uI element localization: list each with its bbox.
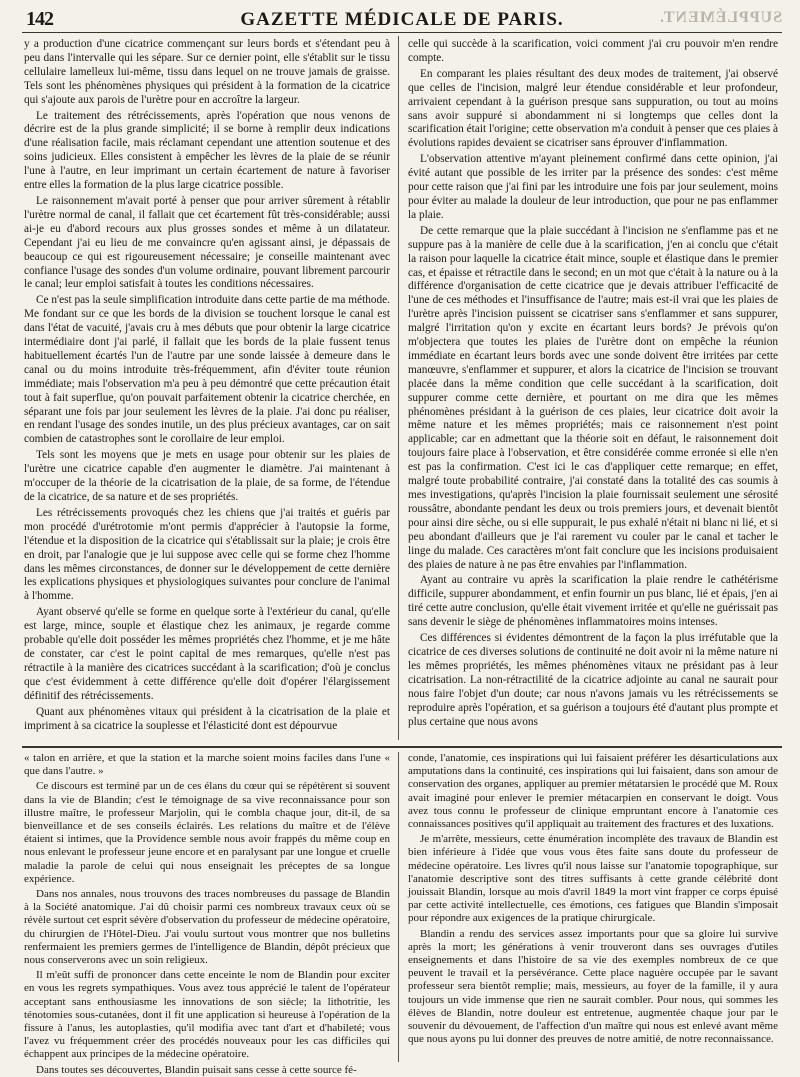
paragraph: Il m'eût suffi de prononcer dans cette enceinte le nom de Blandin pour exciter en vous les regrets sympathiques. Vous avez tous apprécié le talent de l'opérateur acceptant sans enthousiasme les innovations de son siècle; la lithotritie, les ténotomies sous-cutanées, dont il fit une application si heureuse à l'opération de la fissure à l'anus, les autoplasties, qu'il modifia avec tant d'art et d'habileté; vous l'avez vu fréquemment créer des procédés nouveaux pour les cas difficiles qui échappent aux principes de la médecine opératoire. [24, 969, 390, 1061]
top-column-divider [398, 36, 399, 740]
supplement-bleedthrough: SUPPLÉMENT. [658, 9, 782, 26]
bottom-left-column [24, 752, 390, 1076]
bottom-column-divider [398, 752, 399, 1062]
bottom-right-column [408, 752, 778, 1062]
page-header [22, 6, 782, 33]
paragraph: Je m'arrête, messieurs, cette énumération incomplète des travaux de Blandin est bien inférieure à l'idée que vous vous êtes faite sans doute du professeur de médecine opératoire. Les livres qu'il nous laisse sur l'anatomie topographique, sur l'anatomie descriptive sont des titres suffisants à cette grande célébrité dont jouissait Blandin, lorsque au mois d'avril 1849 la mort vint frapper ce corps épuisé par cette activité intellectuelle, ces émotions, ces fatigues que Blandin s'imposait pour répondre aux exigences de la pratique chirurgicale. [408, 833, 778, 925]
paragraph: Tels sont les moyens que je mets en usage pour obtenir sur les plaies de l'urètre une cicatrice capable d'en augmenter le diamètre. J'ai maintenant à m'occuper de la théorie de la cicatrisation de la plaie, de sa forme, de l'étendue de la cicatrice, de sa nature et de ses propriétés. [24, 449, 390, 503]
paragraph: conde, l'anatomie, ces inspirations qui lui faisaient préférer les désarticulations aux amputations dans la continuité, ces inspirations qui lui faisaient, dans son amour de conservation des organes, appliquer au premier métatarsien le procédé que M. Roux avait imaginé pour enlever le premier métacarpien en conservant le doigt. Vous avez tous connu le professeur de clinique empruntant encore à l'anatomie ces connaissances positives qu'il appliquait au traitement des fractures et des luxations. [408, 752, 778, 831]
paragraph: Le traitement des rétrécissements, après l'opération que nous venons de décrire est de la plus grande simplicité; il se borne à remplir deux indications d'une réalisation facile, mais réclamant cependant une attention soutenue et des soins judicieux. Elles consistent à empêcher les lèvres de la plaie de se réunir l'une à l'autre, en leur imprimant un certain écartement de nature à favoriser entre elles la formation de la plus large cicatrice possible. [24, 109, 390, 192]
journal-title: GAZETTE MÉDICALE DE PARIS. [240, 9, 564, 30]
paragraph: De cette remarque que la plaie succédant à l'incision ne s'enflamme pas et ne suppure pas à la manière de celle due à la scarification, j'en ai conclu que c'était la raison pour laquelle la cicatrice était mince, souple et élastique dans le premier cas, et épaisse et rétractile dans le second; en un mot que c'était à la nature ou à la différence d'organisation de cette cicatrice que je devais attribuer l'efficacité de l'une de ces méthodes et l'insuffisance de l'autre; mais est-il vrai que les plaies de l'urètre après l'incision puissent se cicatriser sans s'enflammer et sans suppurer, malgré l'irritation qu'on y excite en écartant leurs bords? Je prévois qu'on m'objectera que toutes les plaies de l'urètre dont on empêche la réunion immédiate en écartant leurs bords avec une sonde doivent être irritées par cette manœuvre, s'enflammer et suppurer, et alors la cicatrice de l'incision se trouvant placée dans la même condition que celle succédant à la scarification, doit suppurer comme cette dernière, et pourtant on me dira que les mêmes phénomènes présidant à la guérison de ces plaies, leur cicatrice doit avoir la même nature et les mêmes propriétés; mais ce raisonnement n'est point applicable; car en admettant que la théorie soit en défaut, le raisonnement doit toujours faire place à l'observation, et être considérée comme erronée si elle n'en est pas la confirmation. C'est ici le cas d'appliquer cette remarque; en effet, malgré toute probabilité contraire, j'ai constaté dans la totalité des cas soumis à mes investigations, qu'après l'incision la plaie fournissait seulement une sérosité roussâtre, abondante pendant les deux ou trois premiers jours, et devenait bientôt pour ainsi dire sèche, ou si elle suppurait, le pus exhalé n'était ni blanc ni lié, et si peu abondant d'ailleurs que je l'ai rarement vu couler par le canal et tacher le linge du malade. Ces caractères m'ont fait conclure que les incisions produisaient des plaies de nature à ne pas être envahies par l'inflammation. [408, 224, 778, 571]
paragraph: celle qui succède à la scarification, voici comment j'ai cru pouvoir m'en rendre compte. [408, 38, 778, 64]
paragraph: y a production d'une cicatrice commençant sur leurs bords et s'étendant peu à peu dans l'intervalle qui les sépare. Sur ce dernier point, elle s'établit sur le tissu cellulaire lamelleux lui-même, tissu dans lequel on ne trouve jamais de graisse. Tels sont les phénomènes physiques qui président à la formation de la cicatrice qui s'ajoute aux parois de l'urètre pour en accroître la largeur. [24, 38, 390, 106]
top-left-column [24, 38, 390, 738]
paragraph: Ayant au contraire vu après la scarification la plaie rendre le cathétérisme difficile, suppurer abondamment, et enfin fournir un pus blanc, lié et épais, j'en ai tiré cette autre conclusion, qu'elle était vivement irritée et qu'elle ne guérissait pas sans devenir le siège de phénomènes inflammatoires moins intenses. [408, 574, 778, 629]
paragraph: Dans nos annales, nous trouvons des traces nombreuses du passage de Blandin à la Société anatomique. J'ai dû choisir parmi ces nombreux travaux ceux où se révèle surtout cet esprit sévère d'observation du professeur de médecine opératoire, du chirurgien de l'Hôtel-Dieu. J'ai voulu surtout vous montrer que nos bulletins renfermaient les premiers germes de l'intelligence de Blandin, dépôt précieux que nous conserverons avec un soin religieux. [24, 888, 390, 967]
paragraph: Ce discours est terminé par un de ces élans du cœur qui se répétèrent si souvent dans la vie de Blandin; c'est le témoignage de sa vive reconnaissance pour son illustre maître, le professeur Marjolin, qui le combla chaque jour, dit-il, de sa bienveillance et de ses conseils éclairés. Les relations du maître et de l'élève étaient si intimes, que la Providence semble nous avoir frappés du même coup en nous enlevant le professeur jeune encore et en paralysant par une longue et cruelle maladie la parole de celui qui nous enseignait les préceptes de sa longue expérience. [24, 780, 390, 885]
section-separator [22, 746, 782, 748]
paragraph: « talon en arrière, et que la station et la marche soient moins faciles dans l'une « que dans l'autre. » [24, 752, 390, 778]
paragraph: L'observation attentive m'ayant pleinement confirmé dans cette opinion, j'ai évité autant que possible de les irriter par la présence des sondes: c'est même pour cette raison que j'ai fini par les introduire une fois par jour seulement, moins pour éviter au malade la douleur de leur introduction, que pour ne pas enflammer la plaie. [408, 153, 778, 221]
paragraph: Dans toutes ses découvertes, Blandin puisait sans cesse à cette source fé- [36, 1063, 357, 1076]
paragraph: Ayant observé qu'elle se forme en quelque sorte à l'extérieur du canal, qu'elle est large, mince, souple et élastique chez les animaux, je regarde comme probable qu'elle doit posséder les mêmes propriétés chez l'homme, et je me hâte de constater, car c'est le point capital de mes remarques, qu'elle n'est pas rétractile à la manière des cicatrices succédant à la scarification; d'où je conclus que c'est évidemment à cette différence qu'elle doit d'opérer l'élargissement définitif des rétrécissements. [24, 606, 390, 702]
top-right-column [408, 38, 778, 738]
paragraph: En comparant les plaies résultant des deux modes de traitement, j'ai observé que celles de l'incision, malgré leur étendue considérable et leur profondeur, arrivaient cependant à la guérison presque sans suppuration, ou tout au moins sans avoir suppuré si abondamment ni si longtemps que celles dont la scarification était l'origine; cette observation m'a conduit à penser que ces plaies à évolutions rapides devaient se cicatriser sans éprouver d'inflammation. [408, 67, 778, 150]
paragraph: Quant aux phénomènes vitaux qui président à la cicatrisation de la plaie et impriment à sa cicatrice la souplesse et l'élasticité dont est dépourvue [24, 705, 390, 732]
page-number: 142 [26, 8, 53, 30]
paragraph: Le raisonnement m'avait porté à penser que pour arriver sûrement à rétablir l'urètre normal de canal, il fallait que cet écartement fût très-considérable; aussi ai-je eu d'abord recours aux plus grosses sondes et même à un dilatateur. Cependant j'ai eu lieu de me convaincre qu'en agissant ainsi, je dépassais de beaucoup ce qui est rigoureusement nécessaire; je conseille maintenant avec confiance l'usage des sondes d'un volume ordinaire, pouvant librement parcourir le canal; leur emploi satisfait à toutes les conditions nécessaires. [24, 194, 390, 291]
paragraph: Les rétrécissements provoqués chez les chiens que j'ai traités et guéris par mon procédé d'urétrotomie m'ont permis d'apprécier à l'autopsie la forme, l'étendue et la disposition de la cicatrice qui s'établissait sur la plaie; je crois être en droit, par l'analogie que je lui suppose avec celle qui se forme chez l'homme dans les mêmes circonstances, de donner sur le développement de cette dernière les explications physiques et physiologiques suivantes pour conclure de l'animal à l'homme. [24, 506, 390, 603]
paragraph: Ce n'est pas la seule simplification introduite dans cette partie de ma méthode. Me fondant sur ce que les bords de la division se touchent lorsque le canal est dans l'état de vacuité, j'avais cru à mes débuts que pour obtenir la large cicatrice intermédiaire dont j'ai parlé, il fallait que les bords de la plaie fussent tenus habituellement écartés l'un de l'autre par une sonde laissée à demeure dans le canal ou du moins introduite très-fréquemment, afin d'éviter toute réunion immédiate; mais l'observation m'a peu à peu démontré que cette précaution était tout à fait superflue, qu'on pouvait parfaitement obtenir la cicatrice cherchée, en séparant une fois par jour seulement les lèvres de la plaie. J'ai donc pu réaliser, en rendant l'usage des sondes inutile, un des plus précieux avantages, car on sait combien de catastrophes sont le corollaire de leur emploi. [24, 294, 390, 446]
paragraph: Ces différences si évidentes démontrent de la façon la plus irréfutable que la cicatrice de ces diverses solutions de continuité ne doit avoir ni la même nature ni les mêmes propriétés, les mêmes phénomènes vitaux ne présidant pas à leur cicatrisation. La non-rétractilité de la cicatrice adjointe au canal ne saurait pour nous faire l'objet d'un doute; car nous n'avons jamais vu les rétrécissements se reproduire après l'opération, et sa guérison a toujours été d'autant plus prompte et plus certaine que nous avons [408, 632, 778, 728]
paragraph: Blandin a rendu des services assez importants pour que sa gloire lui survive après la mort; les générations à venir trouveront dans ses ouvrages d'utiles enseignements et dans l'histoire de sa vie des exemples nombreux de ce que peuvent le travail et la persévérance. Cette place naguère occupée par le savant professeur sera bientôt remplie; mais, messieurs, au foyer de la famille, il y aura toujours un vide immense que rien ne saurait combler. Pour nous, qui sommes les élèves de Blandin, notre douleur est entretenue, augmentée chaque jour par le souvenir du dévouement, de l'affection d'un maître qui nous est enlevé avant même que nous ayons pu lui donner des preuves de notre amitié, de notre reconnaissance. [408, 927, 778, 1046]
